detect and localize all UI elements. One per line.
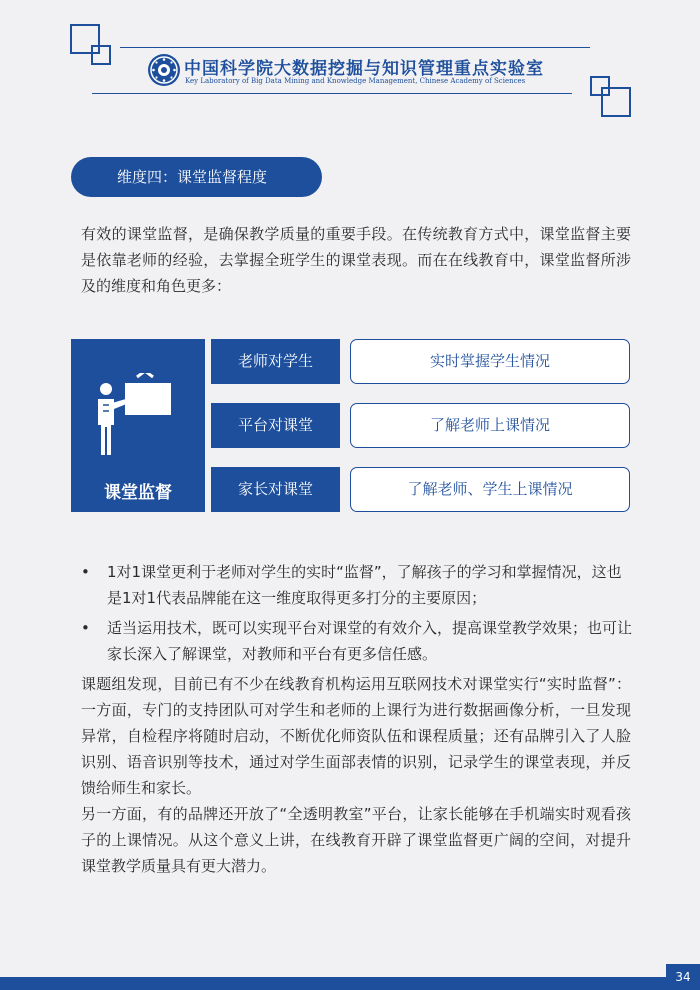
- diagram-row-result: 了解老师、学生上课情况: [350, 467, 630, 512]
- body-paragraph: 课题组发现，目前已有不少在线教育机构运用互联网技术对课堂实行“实时监督”：一方面，专门的支持团队可对学生和老师的上课行为进行数据画像分析，一旦发现异常，自检程序将随时启动，不断优化师资队伍和课程质量；还有品牌引入了人脸识别、语音识别等技术，通过对学生面部表情的识别，记录学生的课堂表现，并反馈给师生和家长。: [81, 675, 631, 797]
- diagram-row-result: 了解老师上课情况: [350, 403, 630, 448]
- diagram-row-result: 实时掌握学生情况: [350, 339, 630, 384]
- bullet-item: [81, 559, 636, 611]
- page-number: 34: [666, 964, 700, 990]
- diagram-main-block: [71, 339, 205, 512]
- bullet-text: 1对1课堂更利于老师对学生的实时“监督”，了解孩子的学习和掌握情况，这也是1对1代表品牌能在这一维度取得更多打分的主要原因；: [107, 563, 622, 607]
- deco-square: [91, 45, 111, 65]
- section-title: 维度四：课堂监督程度: [71, 157, 322, 197]
- diagram-row-label: 平台对课堂: [211, 403, 340, 448]
- diagram-main-label: 课堂监督: [104, 483, 172, 503]
- body-paragraph: 另一方面，有的品牌还开放了“全透明教室”平台，让家长能够在手机端实时观看孩子的上课情况。从这个意义上讲，在线教育开辟了课堂监督更广阔的空间，对提升课堂教学质量具有更大潜力。: [81, 805, 631, 875]
- bullet-item: [81, 615, 636, 667]
- diagram-row-label: 老师对学生: [211, 339, 340, 384]
- teacher-board-icon: [93, 373, 183, 463]
- deco-square: [601, 87, 631, 117]
- intro-paragraph: 有效的课堂监督，是确保教学质量的重要手段。在传统教育方式中，课堂监督主要是依靠老师的经验，去掌握全班学生的课堂表现。而在在线教育中，课堂监督所涉及的维度和角色更多：: [81, 225, 631, 295]
- lab-name-en: Key Laboratory of Big Data Mining and Knowledge Management, Chinese Academy of Sciences: [185, 77, 526, 85]
- lab-name-cn: 中国科学院大数据挖掘与知识管理重点实验室: [184, 59, 544, 79]
- bullet-marker: •: [81, 563, 90, 581]
- diagram-row-label: 家长对课堂: [211, 467, 340, 512]
- footer-bar: [0, 977, 700, 990]
- header-divider: [92, 93, 572, 94]
- bullet-text: 适当运用技术，既可以实现平台对课堂的有效介入，提高课堂教学效果；也可让家长深入了解课堂，对教师和平台有更多信任感。: [107, 619, 633, 663]
- bullet-marker: •: [81, 619, 90, 637]
- header-divider: [120, 47, 590, 48]
- cas-logo-icon: [148, 54, 180, 86]
